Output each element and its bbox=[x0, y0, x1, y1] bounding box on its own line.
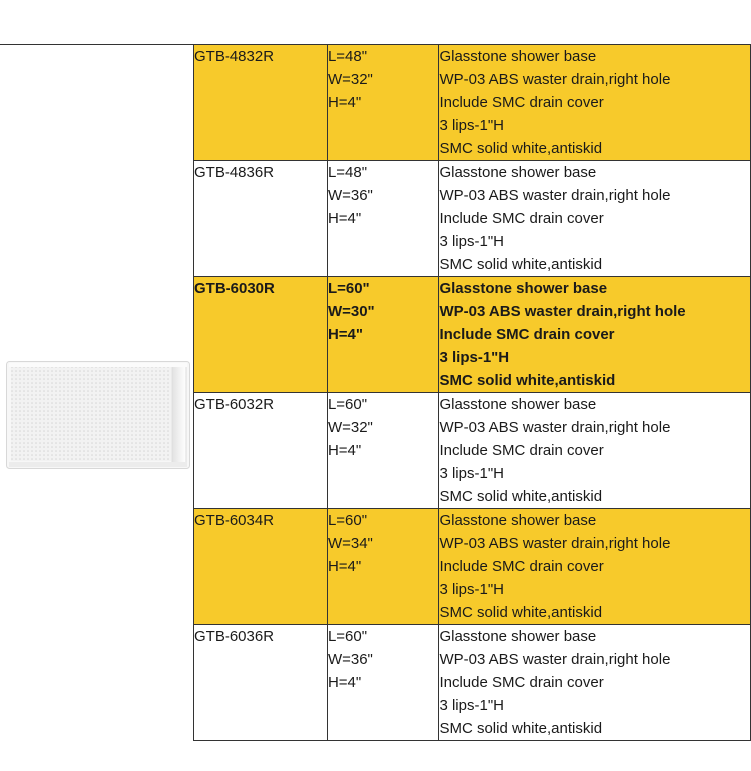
table-row-highlighted bbox=[194, 277, 751, 393]
dims-cell bbox=[327, 45, 439, 161]
desc-line: WP-03 ABS waster drain,right hole bbox=[439, 535, 671, 552]
dims-cell bbox=[327, 161, 439, 277]
desc-line: 3 lips-1"H bbox=[439, 233, 504, 250]
desc-line: Include SMC drain cover bbox=[439, 442, 604, 459]
desc-line: SMC solid white,antiskid bbox=[439, 140, 603, 157]
dim-length: L=60" bbox=[327, 628, 368, 645]
desc-line: 3 lips-1"H bbox=[439, 349, 510, 366]
desc-line: 3 lips-1"H bbox=[439, 697, 504, 714]
dim-length: L=48" bbox=[327, 48, 368, 65]
desc-cell bbox=[439, 45, 751, 161]
desc-line: 3 lips-1"H bbox=[439, 581, 504, 598]
dim-width: W=36" bbox=[327, 187, 373, 204]
desc-line: Glasstone shower base bbox=[439, 280, 608, 297]
dim-width: W=34" bbox=[327, 535, 373, 552]
desc-line: 3 lips-1"H bbox=[439, 117, 504, 134]
desc-cell bbox=[439, 393, 751, 509]
dim-height: H=4" bbox=[327, 326, 363, 343]
desc-line: WP-03 ABS waster drain,right hole bbox=[439, 651, 671, 668]
dim-height: H=4" bbox=[327, 674, 362, 691]
model-cell: GTB-4836R bbox=[194, 161, 328, 277]
desc-line: WP-03 ABS waster drain,right hole bbox=[439, 71, 671, 88]
model-cell: GTB-6036R bbox=[194, 625, 328, 741]
desc-line: WP-03 ABS waster drain,right hole bbox=[439, 419, 671, 436]
desc-line: Glasstone shower base bbox=[439, 512, 597, 529]
desc-line: SMC solid white,antiskid bbox=[439, 372, 616, 389]
dim-height: H=4" bbox=[327, 442, 362, 459]
dim-width: W=32" bbox=[327, 71, 373, 88]
table-row bbox=[194, 161, 751, 277]
table-row bbox=[194, 625, 751, 741]
dim-height: H=4" bbox=[327, 558, 362, 575]
desc-line: Glasstone shower base bbox=[439, 48, 597, 65]
desc-line: Glasstone shower base bbox=[439, 628, 597, 645]
desc-line: Include SMC drain cover bbox=[439, 210, 604, 227]
desc-line: Glasstone shower base bbox=[439, 396, 597, 413]
desc-line: Include SMC drain cover bbox=[439, 674, 604, 691]
desc-line: 3 lips-1"H bbox=[439, 465, 504, 482]
desc-cell bbox=[439, 161, 751, 277]
desc-cell bbox=[439, 625, 751, 741]
model-cell: GTB-6030R bbox=[194, 277, 328, 393]
shower-base-image bbox=[6, 361, 190, 469]
dim-length: L=48" bbox=[327, 164, 368, 181]
dim-height: H=4" bbox=[327, 210, 362, 227]
dim-width: W=30" bbox=[327, 303, 375, 320]
desc-line: SMC solid white,antiskid bbox=[439, 604, 603, 621]
model-cell: GTB-6034R bbox=[194, 509, 328, 625]
dim-length: L=60" bbox=[327, 512, 368, 529]
dims-cell bbox=[327, 393, 439, 509]
spec-table bbox=[193, 44, 751, 741]
desc-line: Include SMC drain cover bbox=[439, 326, 615, 343]
dims-cell bbox=[327, 277, 439, 393]
dim-length: L=60" bbox=[327, 280, 370, 297]
dims-cell bbox=[327, 509, 439, 625]
desc-cell bbox=[439, 277, 751, 393]
dim-width: W=36" bbox=[327, 651, 373, 668]
desc-line: WP-03 ABS waster drain,right hole bbox=[439, 303, 686, 320]
desc-line: SMC solid white,antiskid bbox=[439, 256, 603, 273]
top-divider bbox=[0, 44, 194, 45]
desc-cell bbox=[439, 509, 751, 625]
desc-line: SMC solid white,antiskid bbox=[439, 720, 603, 737]
model-cell: GTB-6032R bbox=[194, 393, 328, 509]
table-row bbox=[194, 393, 751, 509]
desc-line: WP-03 ABS waster drain,right hole bbox=[439, 187, 671, 204]
dim-height: H=4" bbox=[327, 94, 362, 111]
dim-width: W=32" bbox=[327, 419, 373, 436]
desc-line: Include SMC drain cover bbox=[439, 94, 604, 111]
desc-line: Include SMC drain cover bbox=[439, 558, 604, 575]
model-cell: GTB-4832R bbox=[194, 45, 328, 161]
desc-line: SMC solid white,antiskid bbox=[439, 488, 603, 505]
table-row bbox=[194, 509, 751, 625]
dim-length: L=60" bbox=[327, 396, 368, 413]
desc-line: Glasstone shower base bbox=[439, 164, 597, 181]
table-row bbox=[194, 45, 751, 161]
dims-cell bbox=[327, 625, 439, 741]
